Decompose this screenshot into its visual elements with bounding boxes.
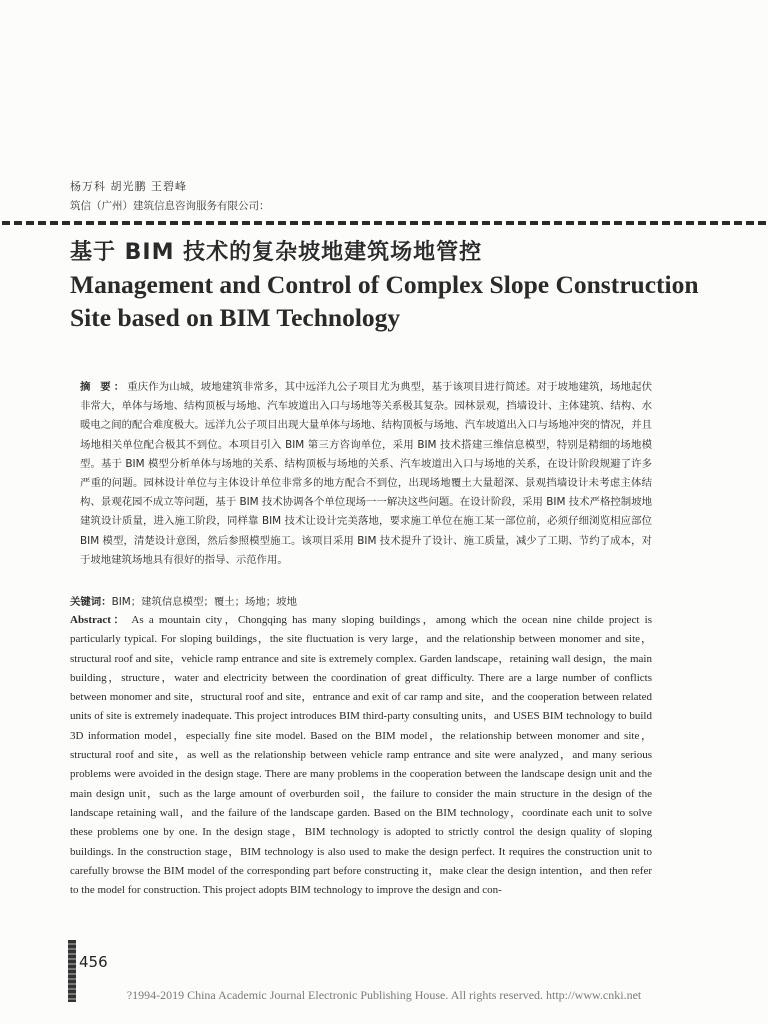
page-number: 456 [79, 953, 108, 971]
abstract-english [70, 611, 652, 900]
keywords [70, 593, 660, 608]
keywords-text: BIM；建筑信息模型；覆土；场地；坡地 [111, 596, 297, 608]
abstract-english-text: As a mountain city，Chongqing has many sloping buildings，among which the ocean nine childe project is particularly typical. For sloping buildings，the site fluctuation is very large，and the relationship between monomer and site，structural roof and site，vehicle ramp entrance and site is extremely complex. Garden landscape，retaining wall design，the main building，structure，water and electricity between the coordination of great difficulty. There are a large number of conflicts between monomer and site，structural roof and site，entrance and exit of car ramp and site，and the cooperation between related units of site is extremely inadequate. This project introduces BIM third-party consulting units，and USES BIM technology to build 3D information model，especially fine site model. Based on the BIM model，the relationship between monomer and site，structural roof and site，as well as the relationship between vehicle ramp entrance and site were analyzed，and many serious problems were avoided in the design stage. There are many problems in the cooperation between the landscape design unit and the main design unit，such as the large amount of overburden soil，the failure to consider the main structure in the design of the landscape retaining wall，and the failure of the landscape garden. Based on the BIM technology，coordinate each unit to solve these problems one by one. In the design stage，BIM technology is adopted to strictly control the design quality of sloping buildings. In the construction stage，BIM technology is also used to make the design perfect. It requires the construction unit to carefully browse the BIM model of the corresponding part before constructing it，make clear the design intention，and then refer to the model for construction. This project adopts BIM technology to improve the design and con- [70, 614, 652, 897]
abstract-chinese-text: 重庆作为山城，坡地建筑非常多，其中远洋九公子项目尤为典型，基于该项目进行简述。对于坡地建筑，场地起伏非常大，单体与场地、结构顶板与场地、汽车坡道出入口与场地等关系极其复杂。园林景观，挡墙设计、主体建筑、结构、水暖电之间的配合难度极大。远洋九公子项目出现大量单体与场地、结构顶板与场地、汽车坡道出入口与场地冲突的情况，并且场地相关单位配合极其不到位。本项目引入 BIM 第三方咨询单位，采用 BIM 技术搭建三维信息模型，特别是精细的场地模型。基于 BIM 模型分析单体与场地的关系、结构顶板与场地的关系、汽车坡道出入口与场地的关系，在设计阶段规避了许多严重的问题。园林设计单位与主体设计单位非常多的地方配合不到位，出现场地覆土大量超深、景观挡墙设计未考虑主体结构、景观花园不成立等问题，基于 BIM 技术协调各个单位现场一一解决这些问题。在设计阶段，采用 BIM 技术严格控制坡地建筑设计质量，进入施工阶段，同样靠 BIM 技术让设计完美落地，要求施工单位在施工某一部位前，必须仔细浏览相应部位 BIM 模型，清楚设计意图，然后参照模型施工。该项目采用 BIM 技术提升了设计、施工质量，减少了工期、节约了成本，对于坡地建筑场地具有很好的指导、示范作用。 [80, 381, 652, 566]
abstract-chinese-label: 摘 要： [80, 381, 128, 393]
keywords-label: 关键词： [70, 596, 112, 608]
authors: 杨万科 胡光鹏 王碧峰 [70, 180, 187, 193]
title-english: Management and Control of Complex Slope Construction Site based on BIM Technology [70, 270, 699, 332]
title-chinese: 基于 BIM 技术的复杂坡地建筑场地管控 [70, 240, 483, 265]
affiliation: 筑信（广州）建筑信息咨询服务有限公司： [70, 200, 270, 212]
copyright-footer: ?1994-2019 China Academic Journal Electronic Publishing House. All rights reserved. http://www.cnki.net [126, 988, 642, 1002]
header-rule [2, 221, 766, 225]
abstract-english-label: Abstract： [70, 614, 127, 626]
abstract-chinese [80, 378, 652, 570]
